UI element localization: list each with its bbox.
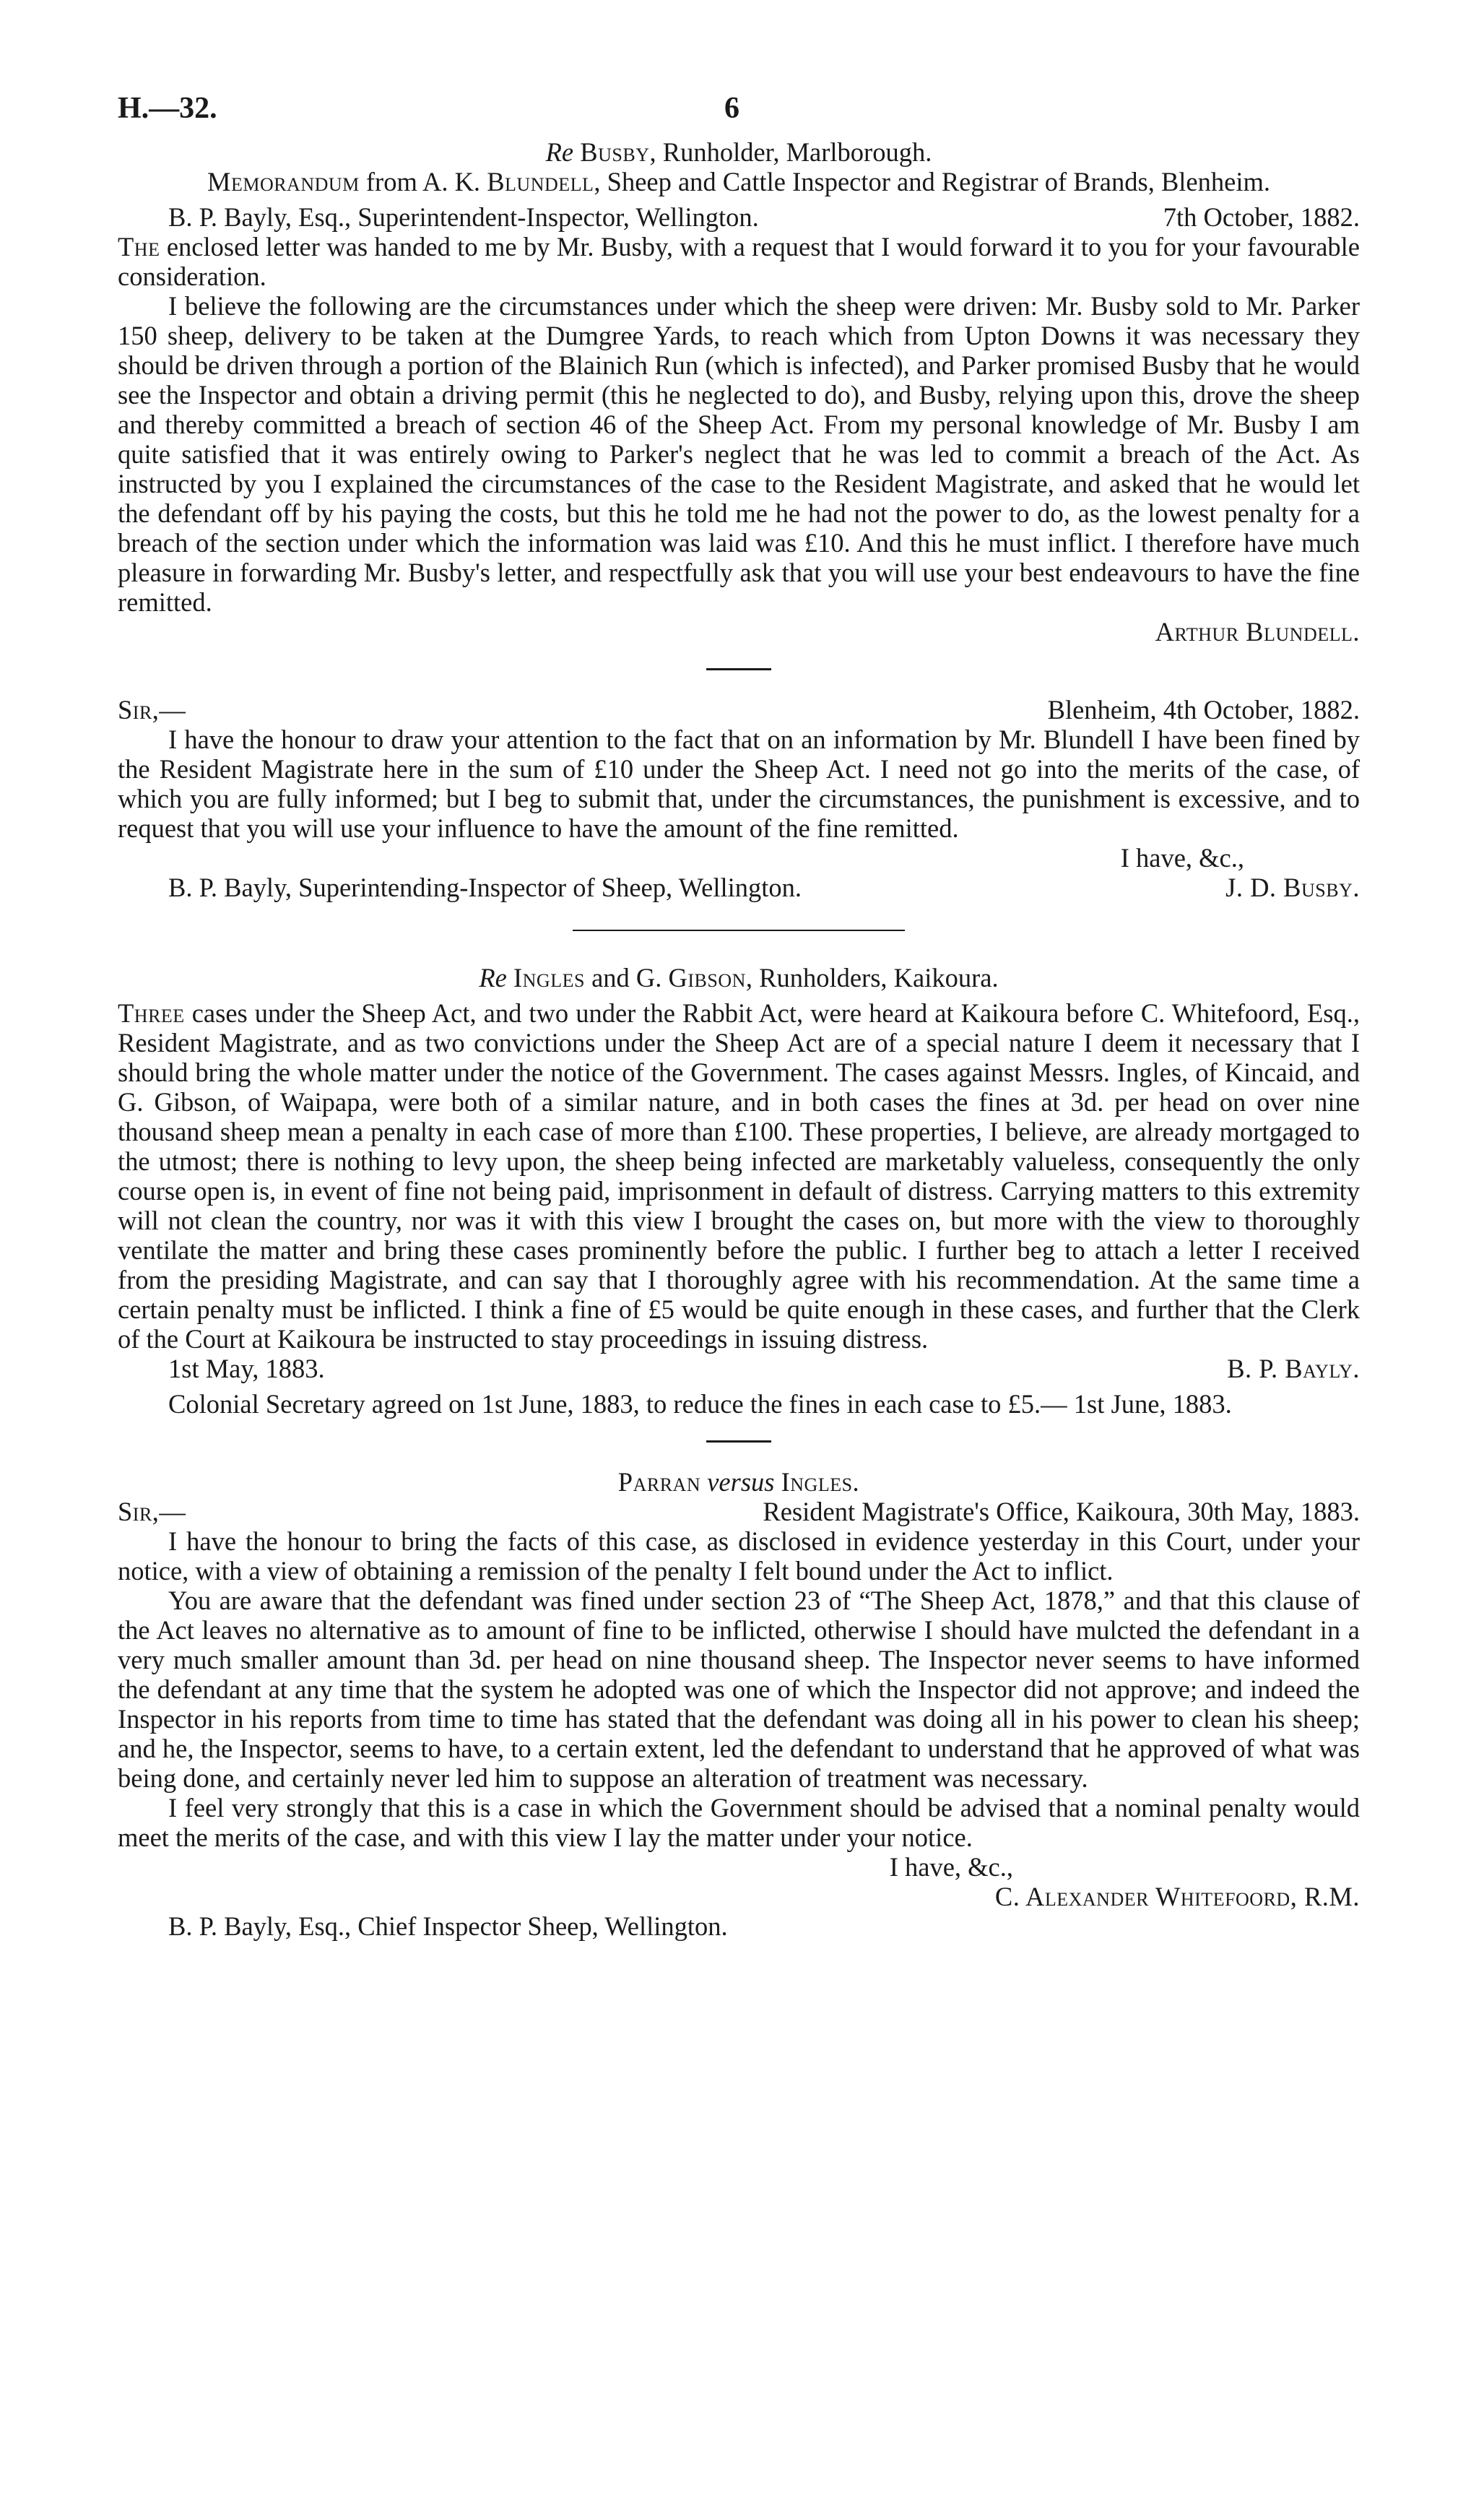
addressee-date-line: [118, 202, 1360, 232]
paragraph: Three cases under the Sheep Act, and two under the Rabbit Act, were heard at Kaikoura before C. Whitefoord, Esq., Resident Magistrate, and as two convictions under the Sheep Act are of a special nature I deem it necessary that I should bring the whole matter under the notice of the Government. The cases against Messrs. Ingles, of Kincaid, and G. Gibson, of Waipapa, were both of a similar nature, and in both cases the fines at 3d. per head on over nine thousand sheep mean a penalty in each case of more than £100. These properties, I believe, are already mortgaged to the utmost; there is nothing to levy upon, the sheep being infected are marketably valueless, consequently the only course open is, in event of fine not being paid, imprisonment in default of distress. Carrying matters to this extremity will not clean the country, nor was it with this view I brought the cases on, but more with the view to thoroughly ventilate the matter and bring these cases prominently before the public. I further beg to attach a letter I received from the presiding Magistrate, and can say that I thoroughly agree with his recommendation. At the same time a certain penalty must be inflicted. I think a fine of £5 would be quite enough in these cases, and further that the Clerk of the Court at Kaikoura be instructed to stay proceedings in issuing distress.: [118, 998, 1360, 1354]
paragraph: I have the honour to bring the facts of this case, as disclosed in evidence yesterday in this Court, under your notice, with a view of obtaining a remission of the penalty I felt bound under the Act to inflict.: [118, 1526, 1360, 1586]
section-divider: [706, 668, 771, 670]
section-divider: [573, 930, 905, 931]
paragraph: I have the honour to draw your attention to the fact that on an information by Mr. Blundell I have been fined by the Resident Magistrate here in the sum of £10 under the Sheep Act. I need not go into the merits of the case, of which you are fully informed; but I beg to submit that, under the circumstances, the punishment is excessive, and to request that you will use your influence to have the amount of the fine remitted.: [118, 725, 1360, 843]
signature: J. D. Busby.: [1225, 873, 1360, 902]
salutation: Sir,—: [118, 1497, 186, 1526]
section-busby-letter: [118, 695, 1360, 902]
salutation-date-line: [118, 1497, 1360, 1526]
date-signature-line: [118, 1354, 1360, 1383]
section-title: Parran versus Ingles.: [617, 1467, 860, 1497]
addressee: B. P. Bayly, Esq., Superintendent-Inspector, Wellington.: [168, 202, 759, 232]
paragraph: I feel very strongly that this is a case in which the Government should be advised that a nominal penalty would meet the merits of the case, and with this view I lay the matter under your notice.: [118, 1793, 1360, 1852]
letter-date: Resident Magistrate's Office, Kaikoura, 30th May, 1883.: [763, 1497, 1360, 1526]
signature: C. Alexander Whitefoord, R.M.: [994, 1882, 1360, 1911]
section-title: Re Ingles and G. Gibson, Runholders, Kaikoura.: [479, 963, 999, 993]
page-number: 6: [724, 92, 739, 125]
signature: B. P. Bayly.: [1227, 1354, 1360, 1383]
document-page: [118, 94, 1360, 1941]
addressee-signature-line: [118, 873, 1360, 902]
letter-date: 7th October, 1882.: [1163, 202, 1360, 232]
paragraph: Colonial Secretary agreed on 1st June, 1883, to reduce the fines in each case to £5.— 1st June, 1883.: [168, 1389, 1232, 1419]
paragraph: The enclosed letter was handed to me by Mr. Busby, with a request that I would forward it to you for your favourable consideration.: [118, 232, 1360, 291]
page-header: [118, 94, 1360, 137]
section-parran-versus-ingles: [118, 1467, 1360, 1941]
signature: Arthur Blundell.: [1155, 617, 1360, 647]
memo-heading: Memorandum from A. K. Blundell, Sheep and Cattle Inspector and Registrar of Brands, Blenheim.: [207, 167, 1270, 196]
salutation-date-line: [118, 695, 1360, 725]
addressee: B. P. Bayly, Esq., Chief Inspector Sheep, Wellington.: [168, 1911, 728, 1941]
section-ingles-gibson: [118, 963, 1360, 1419]
closing: I have, &c.,: [1120, 843, 1244, 873]
closing: I have, &c.,: [889, 1852, 1013, 1882]
report-reference: H.—32.: [118, 92, 217, 125]
section-divider: [706, 1440, 771, 1443]
paragraph: I believe the following are the circumstances under which the sheep were driven: Mr. Busby sold to Mr. Parker 150 sheep, delivery to be taken at the Dumgree Yards, to reach which from Upton Downs it was necessary they should be driven through a portion of the Blainich Run (which is infected), and Parker promised Busby that he would see the Inspector and obtain a driving permit (this he neglected to do), and Busby, relying upon this, drove the sheep and thereby committed a breach of section 46 of the Sheep Act. From my personal knowledge of Mr. Busby I am quite satisfied that it was entirely owing to Parker's neglect that he was led to commit a breach of the Act. As instructed by you I explained the circumstances of the case to the Resident Magistrate, and asked that he would let the defendant off by his paying the costs, but this he told me he had not the power to do, as the lowest penalty for a breach of the section under which the information was laid was £10. And this he must inflict. I therefore have much pleasure in forwarding Mr. Busby's letter, and respectfully ask that you will use your best endeavours to have the fine remitted.: [118, 291, 1360, 617]
paragraph: You are aware that the defendant was fined under section 23 of “The Sheep Act, 1878,” and that this clause of the Act leaves no alternative as to amount of fine to be inflicted, otherwise I should have mulcted the defendant in a very much smaller amount than 3d. per head on nine thousand sheep. The Inspector never seems to have informed the defendant at any time that the system he adopted was one of which the Inspector did not approve; and indeed the Inspector in his reports from time to time has stated that the defendant was doing all in his power to clean his sheep; and he, the Inspector, seems to have, to a certain extent, led the defendant to understand that he approved of what was being done, and certainly never led him to suppose an alteration of treatment was necessary.: [118, 1586, 1360, 1793]
addressee: B. P. Bayly, Superintending-Inspector of Sheep, Wellington.: [168, 873, 802, 902]
letter-date: 1st May, 1883.: [168, 1354, 325, 1383]
section-title: Re Busby, Runholder, Marlborough.: [545, 137, 932, 167]
section-busby-memorandum: [118, 137, 1360, 647]
salutation: Sir,—: [118, 695, 186, 725]
letter-date: Blenheim, 4th October, 1882.: [1047, 695, 1360, 725]
